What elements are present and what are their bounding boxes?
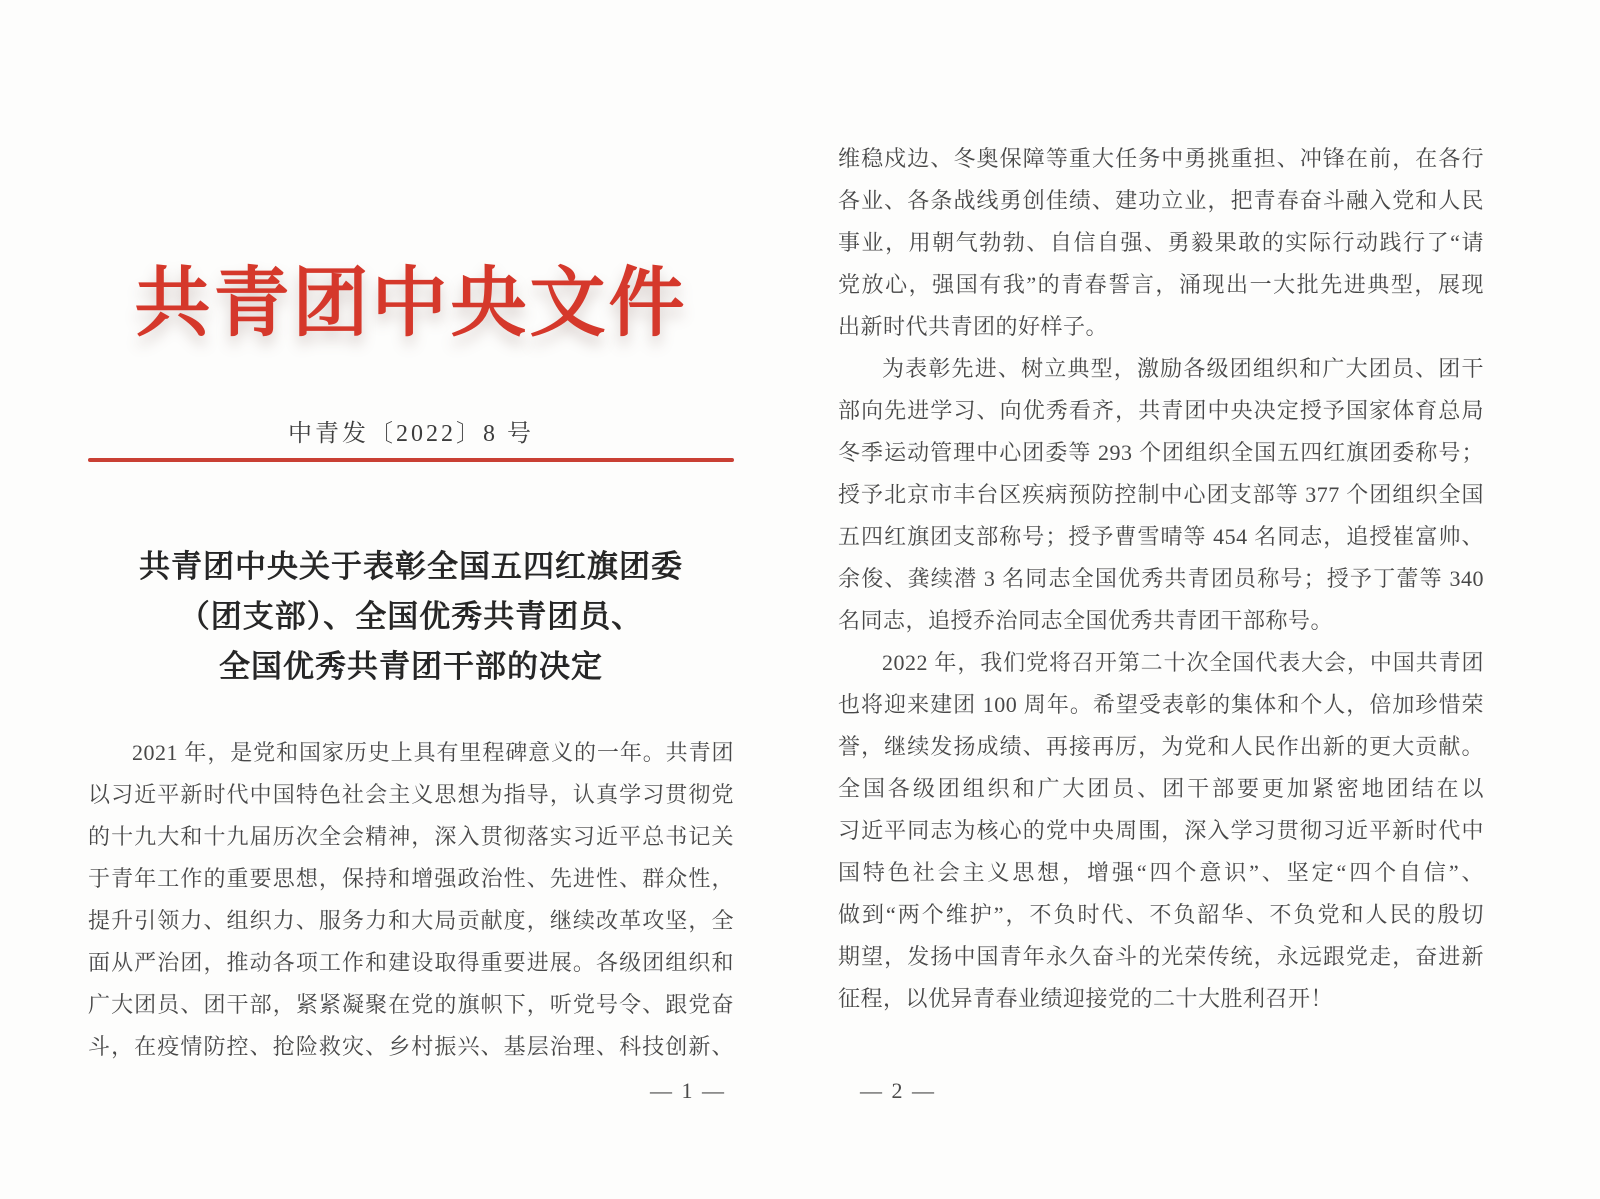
doc-title-line: 共青团中央关于表彰全国五四红旗团委 (139, 549, 683, 584)
page-number-1: — 1 — (650, 1078, 726, 1103)
body-line: 的十九大和十九届历次全会精神，深入贯彻落实习近平总书记关 (88, 824, 734, 849)
body-line: 习近平同志为核心的党中央周围，深入学习贯彻习近平新时代中 (838, 818, 1484, 843)
body-line: 部向先进学习、向优秀看齐，共青团中央决定授予国家体育总局 (838, 398, 1484, 423)
page-1 (88, 0, 734, 1199)
body-text-page-1 (88, 732, 734, 1068)
body-line: 冬季运动管理中心团委等 293 个团组织全国五四红旗团委称号； (838, 440, 1484, 465)
doc-title (88, 542, 734, 692)
body-line: 名同志，追授乔治同志全国优秀共青团干部称号。 (838, 608, 1334, 633)
body-line: 全国各级团组织和广大团员、团干部要更加紧密地团结在以 (838, 776, 1484, 801)
letterhead-title: 共青团中央文件 (134, 262, 688, 346)
body-line: 2021 年，是党和国家历史上具有里程碑意义的一年。共青团 (132, 740, 734, 765)
body-line: 党放心，强国有我”的青春誓言，涌现出一大批先进典型，展现 (838, 272, 1484, 297)
body-line: 为表彰先进、树立典型，激励各级团组织和广大团员、团干 (882, 356, 1484, 381)
body-line: 于青年工作的重要思想，保持和增强政治性、先进性、群众性， (88, 866, 734, 891)
body-line: 提升引领力、组织力、服务力和大局贡献度，继续改革攻坚，全 (88, 908, 734, 933)
doc-title-line: （团支部）、全国优秀共青团员、 (178, 599, 644, 634)
doc-number: 中青发〔2022〕8 号 (288, 421, 534, 447)
body-line: 广大团员、团干部，紧紧凝聚在党的旗帜下，听党号令、跟党奋 (88, 992, 734, 1017)
page-2 (838, 0, 1484, 1199)
body-line: 2022 年，我们党将召开第二十次全国代表大会，中国共青团 (882, 650, 1484, 675)
body-text-page-2 (838, 138, 1484, 1020)
body-line: 誉，继续发扬成绩、再接再厉，为党和人民作出新的更大贡献。 (838, 734, 1484, 759)
body-line: 斗，在疫情防控、抢险救灾、乡村振兴、基层治理、科技创新、 (88, 1034, 734, 1059)
body-line: 授予北京市丰台区疾病预防控制中心团支部等 377 个团组织全国 (838, 482, 1484, 507)
body-line: 期望，发扬中国青年永久奋斗的光荣传统，永远跟党走，奋进新 (838, 944, 1484, 969)
body-line: 面从严治团，推动各项工作和建设取得重要进展。各级团组织和 (88, 950, 734, 975)
body-line: 国特色社会主义思想，增强“四个意识”、坚定“四个自信”、 (838, 860, 1484, 885)
body-line: 事业，用朝气勃勃、自信自强、勇毅果敢的实际行动践行了“请 (838, 230, 1484, 255)
doc-title-line: 全国优秀共青团干部的决定 (219, 649, 603, 684)
page-number-2: — 2 — (860, 1078, 936, 1103)
body-line: 维稳戍边、冬奥保障等重大任务中勇挑重担、冲锋在前，在各行 (838, 146, 1484, 171)
body-line: 做到“两个维护”，不负时代、不负韶华、不负党和人民的殷切 (838, 902, 1484, 927)
red-divider-rule (88, 458, 734, 462)
body-line: 以习近平新时代中国特色社会主义思想为指导，认真学习贯彻党 (88, 782, 734, 807)
body-line: 五四红旗团支部称号；授予曹雪晴等 454 名同志，追授崔富帅、 (838, 524, 1484, 549)
body-line: 余俊、龚续潜 3 名同志全国优秀共青团员称号；授予丁蕾等 340 (838, 566, 1484, 591)
body-line: 出新时代共青团的好样子。 (838, 314, 1109, 339)
body-line: 也将迎来建团 100 周年。希望受表彰的集体和个人，倍加珍惜荣 (838, 692, 1484, 717)
body-line: 各业、各条战线勇创佳绩、建功立业，把青春奋斗融入党和人民 (838, 188, 1484, 213)
body-line: 征程，以优异青春业绩迎接党的二十大胜利召开！ (838, 986, 1334, 1011)
